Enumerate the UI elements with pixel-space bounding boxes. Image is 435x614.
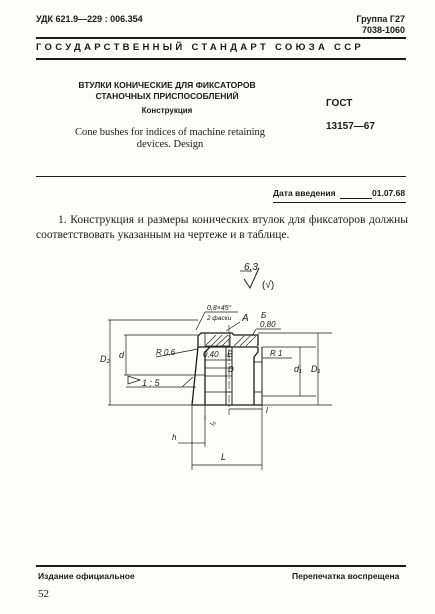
dimension-l5: l₅ — [209, 420, 218, 427]
udk-code: УДК 621.9—229 : 006.354 — [36, 14, 143, 24]
footer-official: Издание официальное — [38, 571, 135, 581]
english-title-line-2: devices. Design — [136, 139, 204, 150]
section-hatching — [206, 335, 256, 346]
dimension-d1: d₁ — [294, 364, 302, 374]
surface-080: 0,80 — [260, 320, 276, 329]
gost-number: 13157—67 — [326, 121, 375, 132]
dimension-L: L — [221, 452, 227, 462]
dimension-d: d — [119, 350, 125, 360]
roughness-check: (√) — [262, 280, 275, 291]
surface-040: 0,40 — [203, 350, 219, 359]
dimension-d2: D₂ — [100, 354, 110, 364]
group-line-2: 7038-1060 — [361, 25, 405, 35]
dimension-D: D — [228, 365, 234, 374]
taper-value: 1 : 5 — [142, 378, 160, 388]
title-line-2: СТАНОЧНЫХ ПРИСПОСОБЛЕНИЙ — [95, 91, 239, 101]
radius-r1: R 1 — [270, 349, 283, 358]
label-b: Б — [261, 311, 267, 320]
introduction-date: 01.07.68 — [372, 188, 406, 198]
dimension-h: h — [172, 433, 177, 442]
label-a: А — [242, 313, 249, 324]
roughness-symbol — [240, 262, 274, 291]
roughness-value: 6,3 — [244, 262, 258, 273]
bottom-dimensions — [178, 405, 262, 470]
footer-rule — [36, 565, 406, 567]
footer-reprint: Перепечатка воспрещена — [292, 571, 400, 581]
dimension-D1: D₁ — [311, 364, 321, 374]
gost-label: ГОСТ — [326, 98, 353, 109]
group-line-1: Группа Г27 — [356, 14, 405, 24]
chamfer-label: 0,8×45° — [207, 305, 232, 312]
standard-name: ГОСУДАРСТВЕННЫЙ СТАНДАРТ СОЮЗА ССР — [36, 42, 365, 53]
left-dimensions — [108, 320, 205, 405]
paragraph-1: 1. Конструкция и размеры конических втулок для фиксаторов должны соответствовать указанным на чертеже и в таблице. — [36, 214, 408, 241]
radius-r06: R 0,6 — [156, 348, 176, 357]
taper-symbol — [126, 376, 196, 388]
bushing-outline — [192, 333, 262, 405]
title-line-1: ВТУЛКИ КОНИЧЕСКИЕ ДЛЯ ФИКСАТОРОВ — [78, 80, 256, 90]
dimension-l: l — [266, 406, 268, 415]
document-subtitle: Конструкция — [141, 106, 193, 115]
introduction-label: Дата введения — [273, 188, 336, 198]
page-number: 52 — [38, 588, 49, 600]
label-v: В — [227, 349, 234, 359]
english-title-line-1: Cone bushes for indices of machine retaining — [74, 127, 266, 138]
chamfer-note: 2 фаски — [207, 315, 232, 322]
